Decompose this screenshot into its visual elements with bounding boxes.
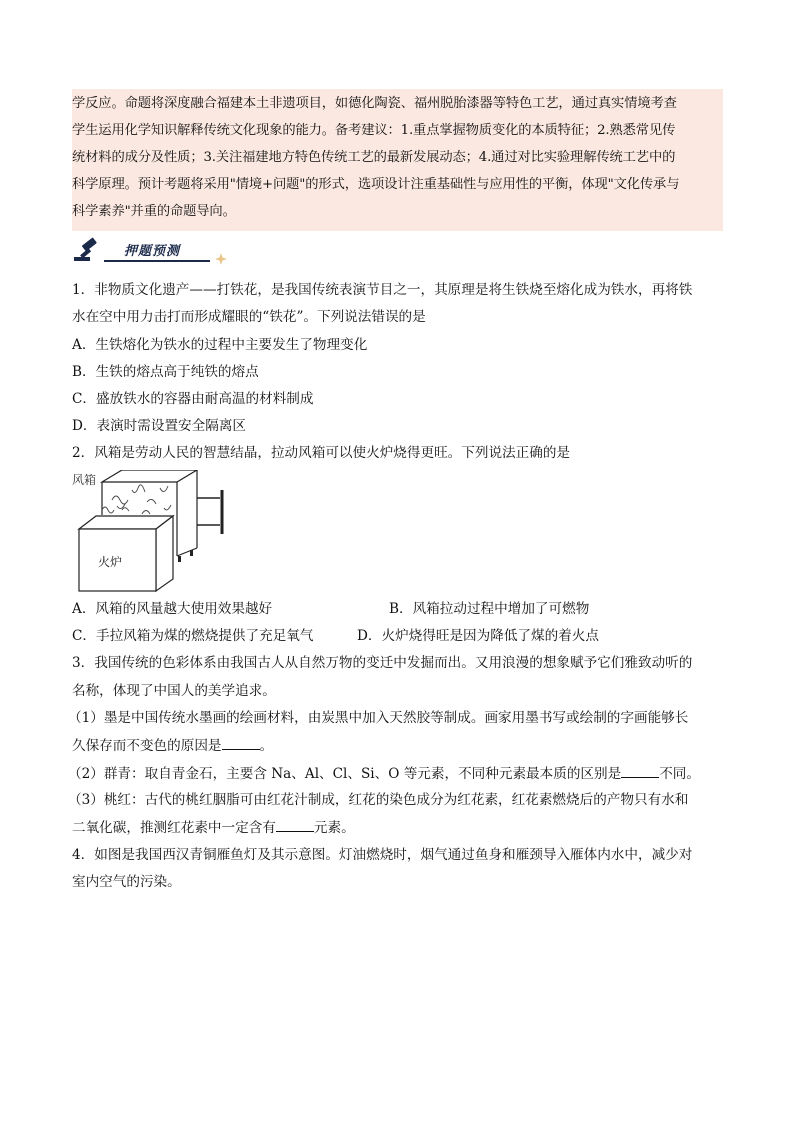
q3-part2 [68, 763, 700, 784]
q3-part3-end: 元素。 [313, 820, 355, 836]
notice-line-5: 科学素养"并重的命题导向。 [72, 204, 236, 219]
bellows-furnace-figure [72, 470, 242, 600]
exam-analysis-notice [72, 89, 723, 231]
q3-stem-line-1: 3．我国传统的色彩体系由我国古人从自然万物的变迁中发掘而出。又用浪漫的想象赋予它们雅致动听的 [72, 655, 693, 671]
section-header [72, 236, 242, 264]
star-icon [215, 253, 227, 265]
q3-part1-text: 久保存而不变色的原因是 [72, 738, 222, 754]
q4-stem-line-1: 4．如图是我国西汉青铜雁鱼灯及其示意图。灯油燃烧时，烟气通过鱼身和雁颈导入雁体内水中，减少对 [72, 847, 693, 863]
q3-part1-line-2 [72, 735, 273, 756]
q1-option-a: A．生铁熔化为铁水的过程中主要发生了物理变化 [72, 337, 368, 353]
q3-part2-text: （2）群青：取自青金石，主要含 Na、Al、Cl、Si、O 等元素，不同种元素最本质的区别是 [68, 766, 622, 782]
q3-part1-line-1: （1）墨是中国传统水墨画的绘画材料，由炭黑中加入天然胶等制成。画家用墨书写或绘制的字画能够长 [68, 710, 689, 726]
q3-part2-end: 不同。 [659, 766, 700, 782]
q3-part3-text: 二氧化碳，推测红花素中一定含有 [72, 820, 276, 836]
q1-stem-line-2: 水在空中用力击打而形成耀眼的“铁花”。下列说法错误的是 [72, 309, 426, 325]
q1-option-b: B．生铁的熔点高于纯铁的熔点 [72, 364, 259, 380]
q1-option-c: C．盛放铁水的容器由耐高温的材料制成 [72, 391, 314, 407]
q2-option-c: C．手拉风箱为煤的燃烧提供了充足氧气 [72, 628, 314, 644]
bellows-diagram [72, 470, 242, 596]
notice-line-2: 学生运用化学知识解释传统文化现象的能力。备考建议：1.重点掌握物质变化的本质特征；2.熟悉常见传 [72, 123, 676, 138]
q1-stem-line-1: 1．非物质文化遗产——打铁花，是我国传统表演节目之一，其原理是将生铁烧至熔化成为铁水，再将铁 [72, 282, 693, 298]
answer-blank-2[interactable] [621, 763, 659, 778]
q2-option-d: D．火炉烧得旺是因为降低了煤的着火点 [357, 628, 599, 644]
notice-line-1: 学反应。命题将深度融合福建本土非遗项目，如德化陶瓷、福州脱胎漆器等特色工艺，通过真实情境考查 [72, 96, 677, 111]
q3-part3-line-1: （3）桃红：古代的桃红胭脂可由红花汁制成，红花的染色成分为红花素，红花素燃烧后的产物只有水和 [68, 792, 689, 808]
q2-option-b: B．风箱拉动过程中增加了可燃物 [389, 601, 590, 617]
q1-option-d: D．表演时需设置安全隔离区 [72, 418, 247, 434]
q3-part1-end: 。 [259, 738, 274, 754]
q4-stem-line-2: 室内空气的污染。 [72, 874, 181, 890]
notice-line-3: 统材料的成分及性质；3.关注福建地方特色传统工艺的最新发展动态；4.通过对比实验理解传统工艺中的 [72, 150, 676, 165]
label-furnace: 火炉 [98, 555, 123, 569]
section-title: 押题预测 [124, 244, 181, 259]
section-underline [104, 260, 210, 262]
notice-line-4: 科学原理。预计考题将采用"情境+问题"的形式，选项设计注重基础性与应用性的平衡，体现"文化传承与 [72, 177, 680, 192]
answer-blank-1[interactable] [222, 735, 260, 750]
label-bellows: 风箱 [72, 473, 97, 487]
q2-option-a: A．风箱的风量越大使用效果越好 [72, 601, 273, 617]
answer-blank-3[interactable] [276, 817, 314, 832]
q3-stem-line-2: 名称，体现了中国人的美学追求。 [72, 683, 276, 699]
q2-stem: 2．风箱是劳动人民的智慧结晶，拉动风箱可以使火炉烧得更旺。下列说法正确的是 [72, 445, 571, 461]
q3-part3-line-2 [72, 817, 355, 838]
